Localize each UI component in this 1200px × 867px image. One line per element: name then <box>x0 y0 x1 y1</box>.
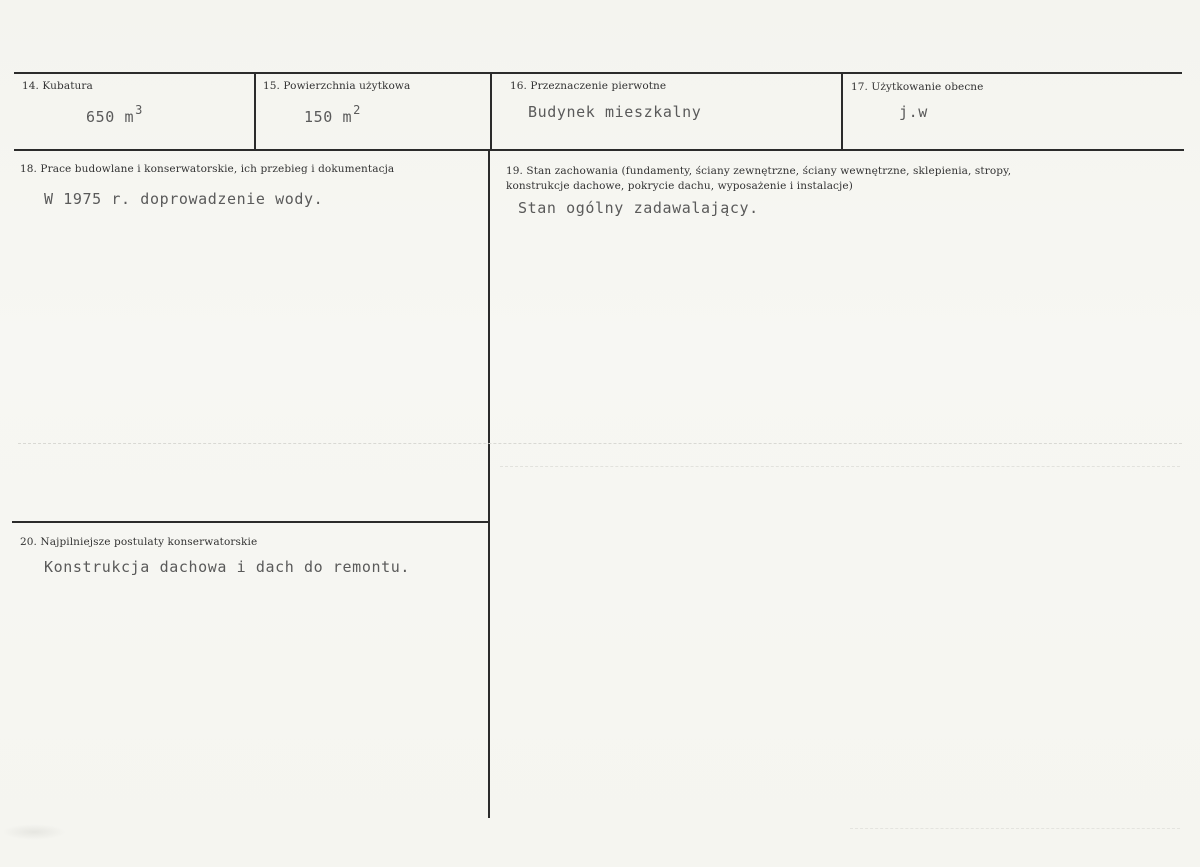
powierzchnia-number: 150 m <box>304 108 353 126</box>
top-rule <box>14 72 1182 74</box>
przeznaczenie-label: 16. Przeznaczenie pierwotne <box>510 80 667 92</box>
powierzchnia-exponent: 2 <box>353 103 361 117</box>
archive-stamp-smudge <box>2 824 66 840</box>
uzytkowanie-value: j.w <box>899 103 928 121</box>
row1-bottom-rule <box>14 149 1184 151</box>
row1-divider-3 <box>841 73 843 150</box>
stan-value: Stan ogólny zadawalający. <box>518 199 759 217</box>
kubatura-label: 14. Kubatura <box>22 80 93 92</box>
powierzchnia-label: 15. Powierzchnia użytkowa <box>263 80 411 92</box>
prace-value: W 1975 r. doprowadzenie wody. <box>44 190 324 208</box>
kubatura-exponent: 3 <box>135 103 143 117</box>
postulaty-value: Konstrukcja dachowa i dach do remontu. <box>44 558 410 576</box>
faint-dashed-line <box>850 828 1180 829</box>
stan-label-line2: konstrukcje dachowe, pokrycie dachu, wyposażenie i instalacje) <box>506 180 853 192</box>
row1-divider-2 <box>490 73 492 150</box>
stan-label-line1: 19. Stan zachowania (fundamenty, ściany zewnętrzne, ściany wewnętrzne, sklepienia, stropy, <box>506 165 1012 177</box>
uzytkowanie-label: 17. Użytkowanie obecne <box>851 81 984 93</box>
kubatura-value <box>86 103 143 126</box>
main-vertical-divider <box>488 150 490 818</box>
przeznaczenie-value: Budynek mieszkalny <box>528 103 702 121</box>
prace-label: 18. Prace budowlane i konserwatorskie, ich przebieg i dokumentacja <box>20 163 395 175</box>
faint-dashed-line <box>18 443 1182 444</box>
powierzchnia-value <box>304 103 361 126</box>
postulaty-label: 20. Najpilniejsze postulaty konserwatorskie <box>20 536 258 548</box>
row1-divider-1 <box>254 73 256 150</box>
kubatura-number: 650 m <box>86 108 135 126</box>
section20-top-rule <box>12 521 488 523</box>
faint-dashed-line <box>500 466 1180 467</box>
